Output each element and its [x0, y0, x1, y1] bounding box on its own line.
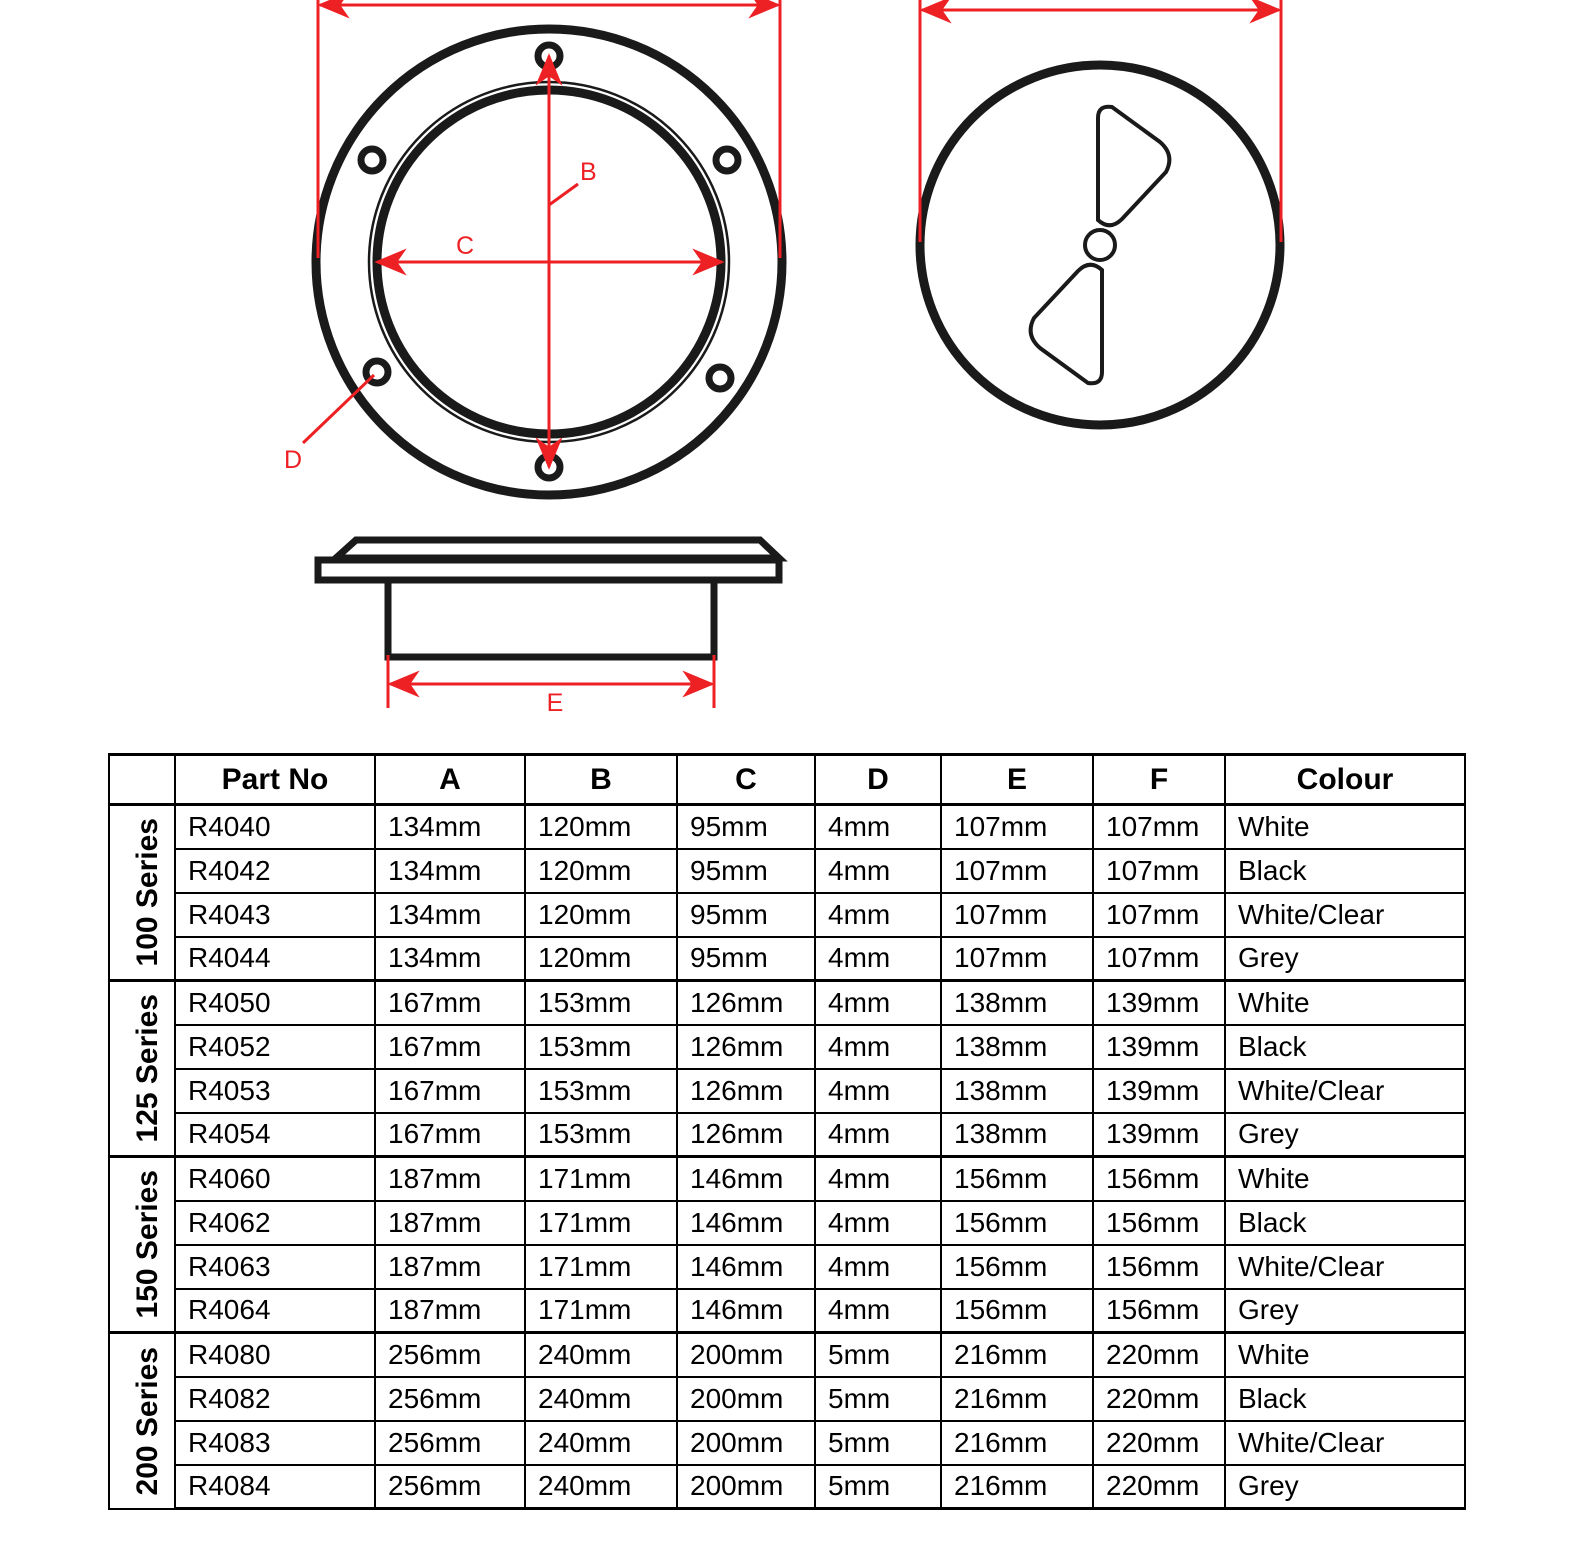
cell-d: 4mm — [815, 849, 941, 893]
dim-e-label: E — [546, 689, 564, 717]
specification-table-container — [108, 753, 1464, 1510]
cell-e: 107mm — [941, 849, 1093, 893]
cell-a: 134mm — [375, 937, 525, 981]
cell-d: 4mm — [815, 1113, 941, 1157]
technical-drawing — [0, 0, 1578, 740]
bolt-hole-upper-right — [716, 149, 738, 171]
table-row — [109, 1157, 1465, 1201]
cell-colour: White/Clear — [1225, 1069, 1465, 1113]
cell-part-no: R4053 — [175, 1069, 375, 1113]
cell-c: 200mm — [677, 1333, 815, 1377]
cell-b: 120mm — [525, 893, 677, 937]
section-rim-body — [318, 560, 779, 580]
cell-d: 4mm — [815, 1289, 941, 1333]
cell-c: 126mm — [677, 981, 815, 1025]
cell-d: 4mm — [815, 1245, 941, 1289]
cell-c: 146mm — [677, 1157, 815, 1201]
cell-f: 107mm — [1093, 937, 1225, 981]
cell-f: 220mm — [1093, 1421, 1225, 1465]
cell-e: 138mm — [941, 1025, 1093, 1069]
cell-e: 156mm — [941, 1157, 1093, 1201]
column-header-b: B — [525, 755, 677, 805]
cell-b: 120mm — [525, 805, 677, 849]
cell-part-no: R4060 — [175, 1157, 375, 1201]
flange-front-view — [284, 0, 782, 495]
cell-a: 167mm — [375, 1069, 525, 1113]
cell-part-no: R4044 — [175, 937, 375, 981]
series-label-cell — [109, 981, 175, 1157]
cover-grip-lower — [1031, 265, 1102, 384]
cell-d: 5mm — [815, 1421, 941, 1465]
cell-colour: Black — [1225, 1025, 1465, 1069]
series-label: 200 Series — [131, 1346, 164, 1495]
cell-a: 134mm — [375, 849, 525, 893]
column-header-c: C — [677, 755, 815, 805]
cell-c: 200mm — [677, 1421, 815, 1465]
dim-b-leader — [549, 184, 578, 205]
cell-f: 107mm — [1093, 805, 1225, 849]
section-spigot-tube — [388, 580, 714, 657]
series-label: 100 Series — [131, 818, 164, 967]
series-label-cell — [109, 805, 175, 981]
cell-e: 107mm — [941, 937, 1093, 981]
cell-b: 171mm — [525, 1245, 677, 1289]
table-row — [109, 1333, 1465, 1377]
table-row — [109, 937, 1465, 981]
cell-f: 139mm — [1093, 1025, 1225, 1069]
cell-colour: White — [1225, 981, 1465, 1025]
cell-part-no: R4062 — [175, 1201, 375, 1245]
cell-d: 5mm — [815, 1465, 941, 1509]
cell-c: 146mm — [677, 1201, 815, 1245]
table-row — [109, 1289, 1465, 1333]
table-row — [109, 1113, 1465, 1157]
cell-f: 220mm — [1093, 1465, 1225, 1509]
table-header-row — [109, 755, 1465, 805]
cell-colour: White/Clear — [1225, 1421, 1465, 1465]
table-row — [109, 849, 1465, 893]
table-body — [109, 805, 1465, 1509]
cell-d: 5mm — [815, 1377, 941, 1421]
cell-e: 107mm — [941, 805, 1093, 849]
cell-f: 139mm — [1093, 981, 1225, 1025]
cell-a: 134mm — [375, 805, 525, 849]
cell-b: 240mm — [525, 1465, 677, 1509]
cell-b: 153mm — [525, 981, 677, 1025]
section-chamfer-face — [336, 540, 779, 558]
cell-f: 107mm — [1093, 893, 1225, 937]
cell-part-no: R4083 — [175, 1421, 375, 1465]
cell-d: 4mm — [815, 981, 941, 1025]
cell-d: 4mm — [815, 1201, 941, 1245]
cell-c: 95mm — [677, 849, 815, 893]
cell-colour: White/Clear — [1225, 1245, 1465, 1289]
column-header-e: E — [941, 755, 1093, 805]
cell-c: 200mm — [677, 1465, 815, 1509]
cell-a: 134mm — [375, 893, 525, 937]
cell-colour: Grey — [1225, 1465, 1465, 1509]
cell-a: 256mm — [375, 1465, 525, 1509]
specification-table — [108, 753, 1466, 1510]
table-row — [109, 1421, 1465, 1465]
cell-d: 4mm — [815, 1025, 941, 1069]
cell-e: 216mm — [941, 1465, 1093, 1509]
cell-a: 256mm — [375, 1377, 525, 1421]
dim-b-label: B — [580, 158, 597, 186]
table-row — [109, 1377, 1465, 1421]
table-row — [109, 1245, 1465, 1289]
cell-f: 220mm — [1093, 1333, 1225, 1377]
cell-c: 146mm — [677, 1289, 815, 1333]
cell-f: 220mm — [1093, 1377, 1225, 1421]
cover-centre-hole — [1085, 230, 1115, 260]
table-row — [109, 981, 1465, 1025]
cell-part-no: R4064 — [175, 1289, 375, 1333]
cell-colour: Black — [1225, 1201, 1465, 1245]
cell-b: 153mm — [525, 1113, 677, 1157]
series-label: 150 Series — [131, 1170, 164, 1319]
cell-e: 216mm — [941, 1333, 1093, 1377]
cell-e: 156mm — [941, 1289, 1093, 1333]
cell-colour: Black — [1225, 1377, 1465, 1421]
cell-a: 256mm — [375, 1421, 525, 1465]
column-header-part-no: Part No — [175, 755, 375, 805]
cell-d: 4mm — [815, 893, 941, 937]
table-row — [109, 1465, 1465, 1509]
cell-part-no: R4084 — [175, 1465, 375, 1509]
cell-e: 216mm — [941, 1421, 1093, 1465]
cell-c: 95mm — [677, 805, 815, 849]
cell-f: 156mm — [1093, 1245, 1225, 1289]
cell-d: 4mm — [815, 1157, 941, 1201]
table-row — [109, 1069, 1465, 1113]
flange-section-view — [318, 540, 779, 717]
cell-b: 240mm — [525, 1421, 677, 1465]
cell-c: 126mm — [677, 1113, 815, 1157]
cell-part-no: R4042 — [175, 849, 375, 893]
cell-c: 126mm — [677, 1025, 815, 1069]
cell-colour: White — [1225, 1157, 1465, 1201]
cell-f: 156mm — [1093, 1289, 1225, 1333]
cover-front-view — [920, 0, 1281, 425]
cell-c: 126mm — [677, 1069, 815, 1113]
cell-part-no: R4063 — [175, 1245, 375, 1289]
cell-colour: Grey — [1225, 937, 1465, 981]
cell-part-no: R4050 — [175, 981, 375, 1025]
cell-a: 256mm — [375, 1333, 525, 1377]
series-label-cell — [109, 1157, 175, 1333]
cell-a: 167mm — [375, 1113, 525, 1157]
cell-e: 107mm — [941, 893, 1093, 937]
dim-c-label: C — [455, 232, 475, 260]
column-header-d: D — [815, 755, 941, 805]
cell-a: 167mm — [375, 1025, 525, 1069]
cell-f: 156mm — [1093, 1157, 1225, 1201]
cell-colour: Black — [1225, 849, 1465, 893]
table-row — [109, 1025, 1465, 1069]
cell-e: 216mm — [941, 1377, 1093, 1421]
cell-e: 156mm — [941, 1245, 1093, 1289]
cell-b: 171mm — [525, 1201, 677, 1245]
bolt-hole-lower-right — [709, 367, 731, 389]
cell-f: 156mm — [1093, 1201, 1225, 1245]
cell-part-no: R4054 — [175, 1113, 375, 1157]
cell-a: 187mm — [375, 1245, 525, 1289]
cell-colour: Grey — [1225, 1113, 1465, 1157]
bolt-hole-upper-left — [361, 149, 383, 171]
column-header-a: A — [375, 755, 525, 805]
column-header-series — [109, 755, 175, 805]
cell-a: 167mm — [375, 981, 525, 1025]
cell-part-no: R4082 — [175, 1377, 375, 1421]
cell-a: 187mm — [375, 1289, 525, 1333]
cell-d: 4mm — [815, 805, 941, 849]
drawing-canvas — [0, 0, 1578, 740]
cell-e: 156mm — [941, 1201, 1093, 1245]
cell-d: 5mm — [815, 1333, 941, 1377]
cell-colour: Grey — [1225, 1289, 1465, 1333]
table-row — [109, 1201, 1465, 1245]
cell-e: 138mm — [941, 1113, 1093, 1157]
series-label: 125 Series — [131, 994, 164, 1143]
cell-e: 138mm — [941, 1069, 1093, 1113]
cell-b: 240mm — [525, 1377, 677, 1421]
cell-e: 138mm — [941, 981, 1093, 1025]
cell-a: 187mm — [375, 1201, 525, 1245]
cell-b: 153mm — [525, 1025, 677, 1069]
column-header-f: F — [1093, 755, 1225, 805]
cell-f: 107mm — [1093, 849, 1225, 893]
cell-b: 171mm — [525, 1157, 677, 1201]
cell-part-no: R4040 — [175, 805, 375, 849]
series-label-cell — [109, 1333, 175, 1509]
cell-colour: White — [1225, 1333, 1465, 1377]
cell-b: 120mm — [525, 849, 677, 893]
cell-d: 4mm — [815, 1069, 941, 1113]
cell-c: 200mm — [677, 1377, 815, 1421]
cell-part-no: R4080 — [175, 1333, 375, 1377]
cell-a: 187mm — [375, 1157, 525, 1201]
cell-c: 95mm — [677, 937, 815, 981]
cell-d: 4mm — [815, 937, 941, 981]
cell-part-no: R4043 — [175, 893, 375, 937]
cover-grip-upper — [1098, 107, 1169, 226]
cell-b: 171mm — [525, 1289, 677, 1333]
cell-b: 153mm — [525, 1069, 677, 1113]
cell-c: 95mm — [677, 893, 815, 937]
dim-d-label: D — [283, 446, 303, 474]
table-header — [109, 755, 1465, 805]
table-row — [109, 893, 1465, 937]
column-header-colour: Colour — [1225, 755, 1465, 805]
cell-colour: White/Clear — [1225, 893, 1465, 937]
cell-c: 146mm — [677, 1245, 815, 1289]
cell-colour: White — [1225, 805, 1465, 849]
table-row — [109, 805, 1465, 849]
cell-f: 139mm — [1093, 1113, 1225, 1157]
cell-b: 120mm — [525, 937, 677, 981]
cell-b: 240mm — [525, 1333, 677, 1377]
cell-part-no: R4052 — [175, 1025, 375, 1069]
cell-f: 139mm — [1093, 1069, 1225, 1113]
